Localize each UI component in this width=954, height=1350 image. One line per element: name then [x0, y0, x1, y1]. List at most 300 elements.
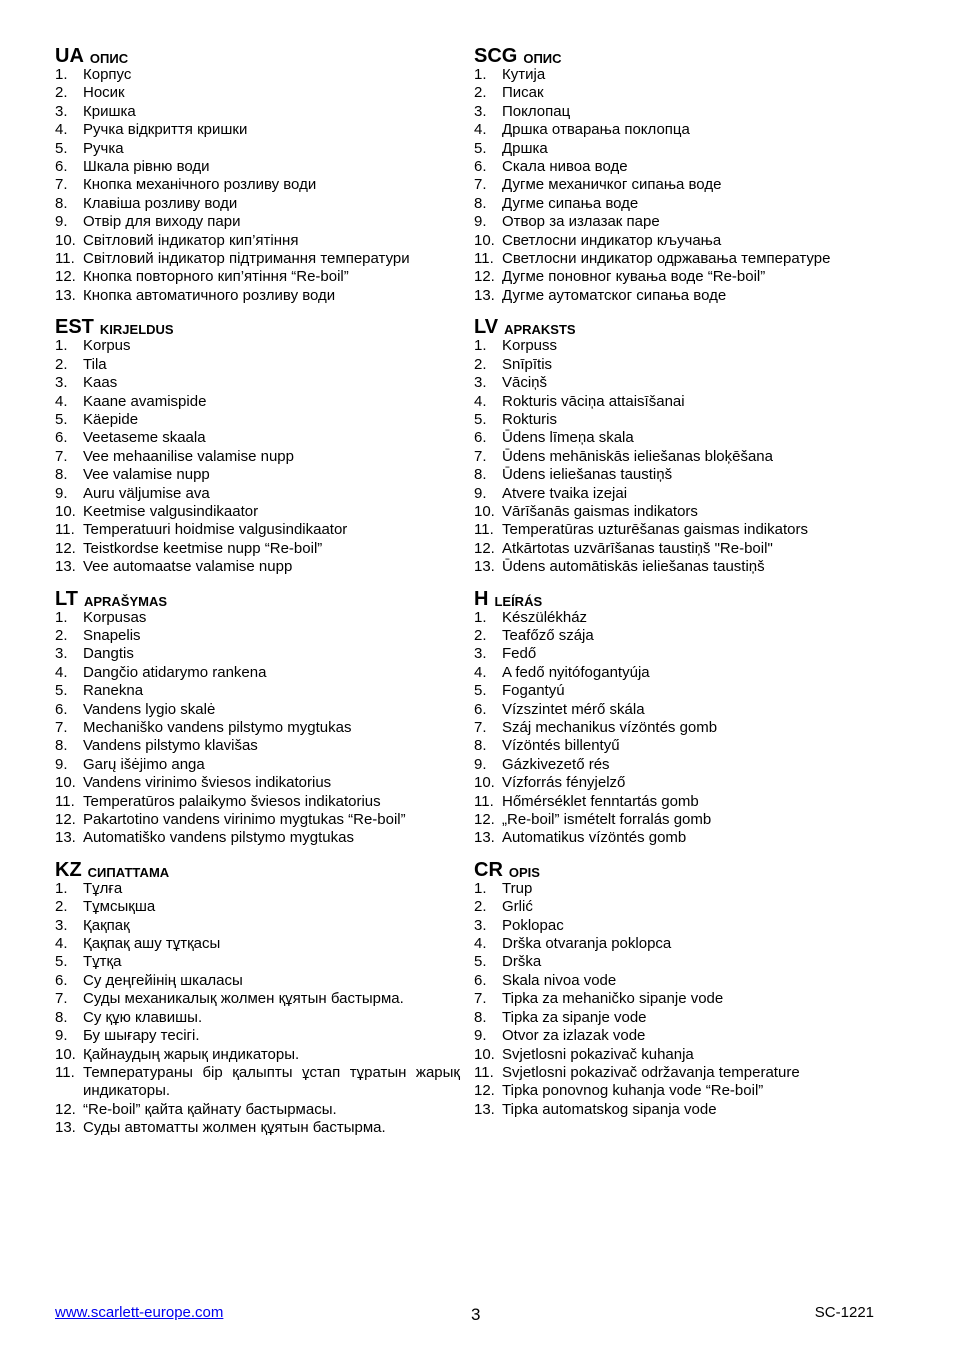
item-text: Қақпақ ашу тұтқасы: [83, 935, 221, 953]
item-number: 7.: [55, 990, 68, 1008]
list-item: [474, 756, 884, 774]
language-code: CR: [474, 858, 503, 881]
item-text: Дугме поновног кувања воде “Re-boil”: [502, 268, 766, 286]
item-number: 10.: [474, 502, 495, 520]
item-number: 11.: [55, 250, 75, 268]
item-text: Дугме сипања воде: [502, 194, 639, 212]
item-text: Vandens virinimo šviesos indikatorius: [83, 774, 332, 792]
item-text: Vízöntés billentyű: [502, 737, 620, 755]
item-number: 10.: [474, 1045, 495, 1063]
section-title: APRAKSTS: [504, 322, 576, 338]
model-number: SC-1221: [814, 1304, 874, 1321]
list-item: [474, 356, 884, 374]
item-text: Ручка відкриття кришки: [83, 121, 248, 139]
item-text: Тұлға: [83, 879, 123, 897]
language-code: LV: [474, 316, 499, 339]
item-text: Száj mechanikus vízöntés gomb: [502, 719, 718, 736]
list-item: [474, 429, 884, 447]
item-text: Тұтқа: [83, 953, 122, 971]
item-text: Drška: [502, 953, 542, 971]
item-number: 7.: [474, 176, 487, 194]
list-item: [474, 953, 884, 971]
list-item: [55, 719, 460, 737]
list-item: [55, 682, 460, 700]
list-item: [55, 774, 460, 792]
list-item: [55, 811, 460, 829]
item-number: 5.: [474, 410, 487, 428]
list-item: [474, 558, 884, 576]
left-column: [55, 34, 460, 1138]
item-text: Teafőző szája: [502, 626, 594, 644]
item-text: Kaas: [83, 374, 118, 392]
item-text: Automatiško vandens pilstymo mygtukas: [83, 829, 354, 847]
item-text: Garų išėjimo anga: [83, 755, 205, 773]
list-item: [474, 176, 884, 194]
item-number: 2.: [474, 898, 487, 916]
item-text: Temperatūros palaikymo šviesos indikatorius: [83, 792, 381, 810]
item-text: Отвор за излазак паре: [502, 213, 660, 231]
page-number: 3: [471, 1305, 481, 1324]
item-text: Tipka automatskog sipanja vode: [502, 1100, 717, 1118]
item-number: 3.: [55, 374, 68, 392]
item-text: Кнопка автоматичного розливу води: [83, 286, 336, 304]
list-item: [55, 898, 460, 916]
item-number: 12.: [474, 1082, 495, 1100]
section-title: СИПАТТАМА: [87, 864, 170, 880]
list-item: [474, 84, 884, 102]
list-item: [55, 701, 460, 719]
list-item: [474, 811, 884, 829]
list-item: [474, 540, 884, 558]
list-item: [55, 356, 460, 374]
item-number: 3.: [474, 102, 487, 120]
item-text: Vee automaatse valamise nupp: [83, 558, 293, 576]
item-text: Ūdens ieliešanas taustiņš: [502, 466, 673, 484]
list-item: [474, 1101, 884, 1119]
item-text: Қақпақ: [83, 916, 130, 934]
list-item: [474, 121, 884, 139]
item-number: 7.: [55, 719, 68, 736]
list-item: [55, 195, 460, 213]
item-number: 6.: [55, 158, 68, 176]
list-item: [474, 1027, 884, 1045]
item-number: 2.: [55, 84, 68, 102]
item-text: Snapelis: [83, 626, 141, 644]
item-text: Svjetlosni pokazivač kuhanja: [502, 1045, 694, 1063]
item-number: 10.: [55, 502, 76, 520]
item-number: 5.: [55, 953, 68, 971]
item-number: 10.: [474, 774, 495, 792]
language-section-h: [474, 577, 884, 848]
language-code: SCG: [474, 45, 518, 67]
list-item: [55, 393, 460, 411]
item-number: 13.: [474, 558, 495, 576]
list-item: [474, 737, 884, 755]
item-text: Grlić: [502, 898, 533, 916]
list-item: [55, 737, 460, 755]
language-code: KZ: [55, 858, 82, 881]
item-text: Korpusas: [83, 608, 147, 626]
item-number: 13.: [55, 1119, 76, 1137]
item-text: Світловий індикатор кип’ятіння: [83, 231, 299, 249]
item-text: Hőmérséklet fenntartás gomb: [502, 792, 699, 810]
list-item: [55, 1119, 460, 1137]
language-code: UA: [55, 45, 84, 67]
list-item: [474, 287, 884, 305]
language-section-ua: [55, 34, 460, 305]
list-item: [474, 682, 884, 700]
item-number: 13.: [474, 286, 495, 304]
section-heading: [55, 34, 460, 66]
item-text: Teistkordse keetmise nupp “Re-boil”: [83, 539, 323, 557]
item-text: Клавіша розливу води: [83, 194, 238, 212]
item-number: 3.: [55, 102, 68, 120]
list-item: [55, 232, 460, 250]
list-item: [474, 250, 884, 268]
list-item: [55, 627, 460, 645]
item-text: Drška otvaranja poklopca: [502, 935, 672, 953]
language-code: EST: [55, 316, 94, 339]
item-number: 8.: [55, 194, 68, 212]
item-text: Fedő: [502, 645, 537, 663]
item-number: 8.: [474, 737, 487, 755]
list-item: [474, 232, 884, 250]
item-number: 2.: [474, 626, 487, 644]
section-heading: [474, 848, 884, 880]
list-item: [474, 411, 884, 429]
list-item: [55, 485, 460, 503]
item-number: 11.: [55, 792, 75, 810]
section-heading: [474, 305, 884, 337]
item-number: 8.: [474, 1008, 487, 1026]
item-number: 8.: [55, 466, 68, 484]
item-number: 6.: [55, 429, 68, 447]
item-number: 5.: [474, 139, 487, 157]
item-text: Корпус: [83, 66, 132, 83]
item-text: Vee mehaanilise valamise nupp: [83, 447, 294, 465]
item-text: Дршка отварања поклопца: [502, 121, 690, 139]
item-text: Носик: [83, 84, 125, 102]
section-heading: [474, 577, 884, 609]
language-section-cr: [474, 848, 884, 1119]
list-item: [474, 195, 884, 213]
item-number: 5.: [55, 682, 68, 700]
item-text: Rokturis vāciņa attaisīšanai: [502, 392, 685, 410]
item-number: 12.: [474, 539, 495, 557]
list-item: [474, 880, 884, 898]
item-text: Veetaseme skaala: [83, 429, 206, 447]
list-item: [474, 1064, 884, 1082]
list-item: [55, 448, 460, 466]
item-number: 4.: [55, 392, 68, 410]
item-text: Дршка: [502, 139, 548, 157]
item-number: 11.: [55, 521, 75, 539]
item-number: 12.: [55, 811, 76, 829]
language-section-lv: [474, 305, 884, 576]
item-text: Vārīšanās gaismas indikators: [502, 502, 698, 520]
item-text: Rokturis: [502, 410, 558, 428]
item-number: 13.: [474, 1100, 495, 1118]
item-number: 13.: [55, 558, 76, 576]
item-number: 6.: [474, 700, 487, 718]
list-item: [55, 664, 460, 682]
item-number: 3.: [474, 916, 487, 934]
list-item: [55, 609, 460, 627]
item-number: 9.: [55, 755, 68, 773]
list-item: [55, 1064, 460, 1101]
list-item: [55, 268, 460, 286]
item-text: Automatikus vízöntés gomb: [502, 829, 687, 847]
list-item: [474, 268, 884, 286]
list-item: [474, 972, 884, 990]
section-heading: [55, 577, 460, 609]
item-number: 2.: [55, 626, 68, 644]
item-text: Vāciņš: [502, 374, 548, 392]
list-item: [55, 213, 460, 231]
item-text: Світловий індикатор підтримання температури: [83, 250, 410, 268]
list-item: [55, 953, 460, 971]
item-number: 9.: [474, 213, 487, 231]
item-number: 1.: [55, 608, 68, 626]
list-item: [474, 664, 884, 682]
item-number: 13.: [55, 286, 76, 304]
item-number: 8.: [55, 1008, 68, 1026]
section-heading: [55, 848, 460, 880]
item-number: 7.: [474, 719, 487, 736]
section-heading: [474, 34, 884, 66]
item-text: Суды автоматты жолмен құятын бастырма.: [83, 1119, 386, 1137]
item-number: 11.: [474, 250, 494, 268]
list-item: [474, 645, 884, 663]
item-number: 2.: [55, 355, 68, 373]
item-text: Poklopac: [502, 916, 564, 934]
item-text: Tipka ponovnog kuhanja vode “Re-boil”: [502, 1082, 764, 1100]
item-text: Snīpītis: [502, 355, 553, 373]
website-link[interactable]: www.scarlett-europe.com: [55, 1304, 224, 1321]
list-item: [55, 337, 460, 355]
item-text: Dangčio atidarymo rankena: [83, 663, 267, 681]
list-item: [474, 393, 884, 411]
item-text: Fogantyú: [502, 682, 565, 700]
item-number: 8.: [474, 194, 487, 212]
item-number: 12.: [55, 539, 76, 557]
list-item: [474, 609, 884, 627]
item-text: Készülékház: [502, 608, 588, 626]
list-item: [55, 1046, 460, 1064]
item-number: 2.: [474, 84, 487, 102]
section-title: ОПИС: [89, 51, 129, 66]
item-text: Tipka za mehaničko sipanje vode: [502, 990, 724, 1008]
list-item: [474, 1046, 884, 1064]
item-text: Vízszintet mérő skála: [502, 700, 645, 718]
list-item: [55, 158, 460, 176]
item-number: 13.: [55, 829, 76, 847]
item-text: Шкала рівню води: [83, 158, 210, 176]
item-text: Ручка: [83, 139, 124, 157]
item-number: 4.: [55, 663, 68, 681]
item-number: 7.: [474, 990, 487, 1008]
item-text: “Re-boil” қайта қайнату бастырмасы.: [83, 1100, 337, 1118]
item-number: 6.: [474, 158, 487, 176]
item-text: Су деңгейінің шкаласы: [83, 971, 243, 989]
item-number: 8.: [474, 466, 487, 484]
list-item: [474, 485, 884, 503]
list-item: [474, 466, 884, 484]
language-section-lt: [55, 577, 460, 848]
item-number: 9.: [55, 213, 68, 231]
list-item: [55, 503, 460, 521]
list-item: [474, 719, 884, 737]
item-number: 1.: [474, 879, 487, 897]
item-text: Otvor za izlazak vode: [502, 1027, 646, 1045]
list-item: [474, 898, 884, 916]
language-section-kz: [55, 848, 460, 1138]
list-item: [55, 121, 460, 139]
list-item: [474, 374, 884, 392]
item-number: 1.: [474, 66, 487, 83]
list-item: [474, 990, 884, 1008]
list-item: [55, 521, 460, 539]
item-text: Кнопка повторного кип’ятіння “Re-boil”: [83, 268, 349, 286]
item-text: Температураны бір қалыпты ұстап тұратын жарық индикаторы.: [83, 1063, 460, 1100]
item-number: 6.: [55, 700, 68, 718]
item-number: 3.: [55, 916, 68, 934]
item-number: 5.: [474, 682, 487, 700]
item-text: Svjetlosni pokazivač održavanja temperature: [502, 1063, 800, 1081]
item-text: Vízforrás fényjelző: [502, 774, 626, 792]
item-number: 2.: [55, 898, 68, 916]
item-number: 11.: [55, 1063, 75, 1081]
item-text: Тұмсықша: [83, 898, 156, 916]
list-item: [474, 701, 884, 719]
item-number: 6.: [474, 971, 487, 989]
item-text: Писак: [502, 84, 544, 102]
list-item: [55, 103, 460, 121]
item-text: Су құю клавишы.: [83, 1008, 203, 1026]
list-item: [55, 140, 460, 158]
item-text: Кнопка механічного розливу води: [83, 176, 317, 194]
item-text: Vee valamise nupp: [83, 466, 210, 484]
item-number: 4.: [474, 392, 487, 410]
right-column: [474, 34, 884, 1119]
item-text: Ūdens līmeņa skala: [502, 429, 634, 447]
item-text: Поклопац: [502, 102, 571, 120]
list-item: [55, 250, 460, 268]
item-text: Ūdens mehāniskās ieliešanas bloķēšana: [502, 447, 773, 465]
list-item: [55, 793, 460, 811]
item-number: 1.: [55, 337, 68, 355]
item-text: Atvere tvaika izejai: [502, 484, 628, 502]
item-text: Atkārtotas uzvārīšanas taustiņš "Re-boil": [502, 539, 773, 557]
section-title: OPIS: [508, 864, 540, 880]
item-number: 13.: [474, 829, 495, 847]
item-text: Бу шығару тесігі.: [83, 1027, 200, 1045]
item-number: 10.: [474, 231, 495, 249]
item-number: 11.: [474, 1063, 494, 1081]
item-number: 6.: [55, 971, 68, 989]
list-item: [474, 503, 884, 521]
item-number: 11.: [474, 792, 494, 810]
item-text: Светлосни индикатор кључања: [502, 231, 722, 249]
list-item: [55, 935, 460, 953]
item-text: Ūdens automātiskās ieliešanas taustiņš: [502, 558, 765, 576]
list-item: [474, 917, 884, 935]
item-text: A fedő nyitófogantyúja: [502, 663, 650, 681]
item-number: 3.: [55, 645, 68, 663]
item-number: 5.: [55, 410, 68, 428]
item-text: Temperatuuri hoidmise valgusindikaator: [83, 521, 348, 539]
section-heading: [55, 305, 460, 337]
item-number: 6.: [474, 429, 487, 447]
item-number: 9.: [474, 484, 487, 502]
item-text: Кришка: [83, 102, 136, 120]
list-item: [55, 880, 460, 898]
item-number: 1.: [55, 66, 68, 83]
list-item: [474, 337, 884, 355]
item-text: Auru väljumise ava: [83, 484, 210, 502]
list-item: [474, 793, 884, 811]
item-number: 7.: [474, 447, 487, 465]
item-number: 1.: [474, 608, 487, 626]
list-item: [55, 756, 460, 774]
item-number: 3.: [474, 374, 487, 392]
item-number: 4.: [55, 935, 68, 953]
item-number: 7.: [55, 176, 68, 194]
item-number: 10.: [55, 231, 76, 249]
item-text: Скала нивоа воде: [502, 158, 628, 176]
language-section-est: [55, 305, 460, 576]
language-section-scg: [474, 34, 884, 305]
list-item: [55, 176, 460, 194]
list-item: [55, 411, 460, 429]
item-number: 8.: [55, 737, 68, 755]
item-text: Kaane avamispide: [83, 392, 207, 410]
list-item: [474, 521, 884, 539]
list-item: [55, 66, 460, 84]
item-text: Светлосни индикатор одржавања температуре: [502, 250, 831, 268]
section-title: APRAŠYMAS: [83, 593, 168, 609]
item-number: 1.: [55, 879, 68, 897]
item-number: 12.: [474, 811, 495, 829]
item-text: Tila: [83, 355, 107, 373]
list-item: [55, 990, 460, 1008]
item-text: Pakartotino vandens virinimo mygtukas “Re-boil”: [83, 811, 406, 829]
item-number: 10.: [55, 774, 76, 792]
list-item: [55, 645, 460, 663]
list-item: [55, 374, 460, 392]
list-item: [55, 1101, 460, 1119]
item-text: Отвір для виходу пари: [83, 213, 241, 231]
item-number: 9.: [474, 1027, 487, 1045]
list-item: [474, 213, 884, 231]
list-item: [474, 774, 884, 792]
item-number: 3.: [474, 645, 487, 663]
list-item: [474, 448, 884, 466]
item-text: Käepide: [83, 410, 139, 428]
item-text: „Re-boil” ismételt forralás gomb: [502, 811, 712, 829]
item-number: 11.: [474, 521, 494, 539]
item-number: 5.: [474, 953, 487, 971]
list-item: [55, 540, 460, 558]
item-text: Mechaniško vandens pilstymo mygtukas: [83, 719, 352, 736]
language-code: H: [474, 587, 489, 610]
item-text: Қайнаудың жарық индикаторы.: [83, 1045, 300, 1063]
section-title: LEÍRÁS: [494, 593, 543, 609]
item-text: Skala nivoa vode: [502, 971, 617, 989]
item-number: 4.: [55, 121, 68, 139]
list-item: [55, 917, 460, 935]
item-number: 12.: [55, 1100, 76, 1118]
